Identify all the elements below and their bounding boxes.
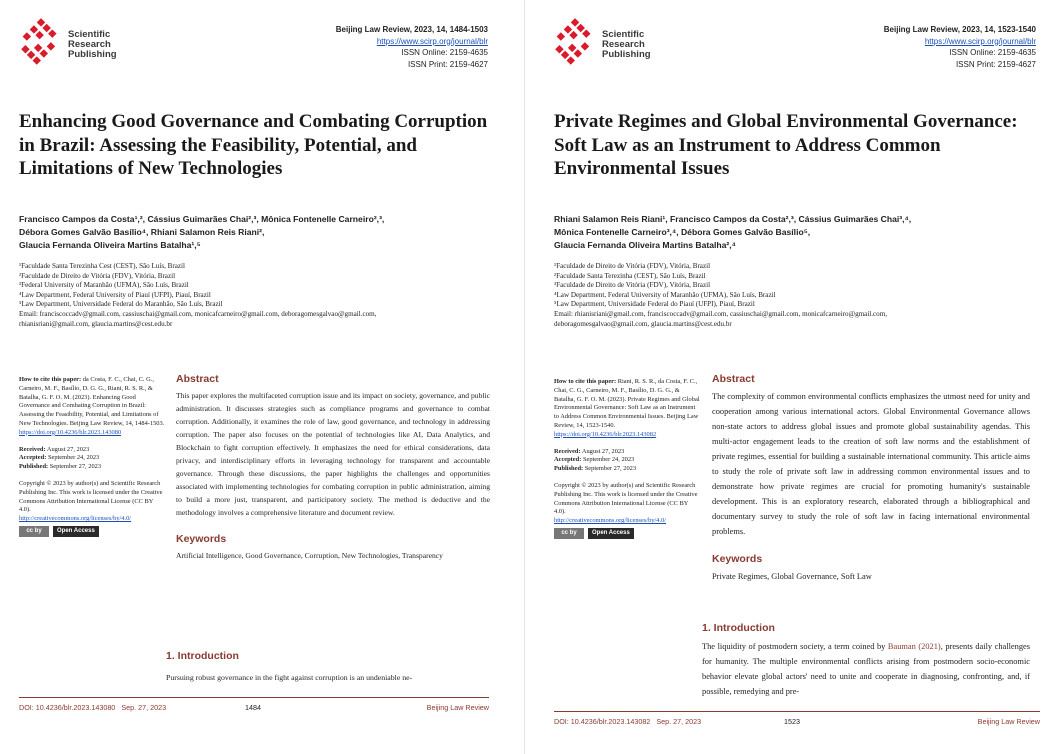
email-line: Email: rhianisriani@gmail.com, franciscoccadv@gmail.com, cassiuschai@gmail.com, monicafcarneiro@gmail.com, — [554, 309, 888, 318]
open-access-badge: Open Access — [53, 526, 99, 537]
issn-online: ISSN Online: 2159-4635 — [401, 48, 488, 57]
footer-doi: DOI: 10.4236/blr.2023.143080 — [19, 703, 116, 712]
publisher-name-line: Publishing — [68, 49, 117, 60]
publisher-logo — [556, 26, 651, 64]
doi-link[interactable]: https://doi.org/10.4236/blr.2023.143082 — [554, 430, 657, 438]
citation-sidebar — [554, 378, 700, 539]
email-line: rhianisriani@gmail.com, glaucia.martins@cest.edu.br — [19, 319, 173, 328]
cc-by-icon: cc by — [19, 526, 49, 537]
paper-title: Enhancing Good Governance and Combating Corruption in Brazil: Assessing the Feasibility, Potential, and Limitations of New Technologies — [19, 111, 488, 179]
author-line: Glaucia Fernanda Oliveira Martins Batalha¹,⁵ — [19, 240, 201, 250]
copyright-text: Copyright © 2023 by author(s) and Scientific Research Publishing Inc. This work is licensed under the Creative Commons Attribution International License (CC BY 4.0). — [554, 481, 698, 516]
author-line: Rhiani Salamon Reis Riani¹, Francisco Campos da Costa²,³, Cássius Guimarães Chai³,⁴, — [554, 214, 912, 224]
published-date: September 27, 2023 — [49, 463, 102, 471]
journal-reference: Beijing Law Review, 2023, 14, 1523-1540 — [883, 25, 1036, 34]
journal-info — [884, 24, 1036, 70]
abstract-text: This paper explores the multifaceted corruption issue and its impact on society, governance, and public administration. It discusses strategies such as compliance programs and governance to combat corruption. Additionally, it examines the role of law, good governance, and technology in addressing corruption. The paper also focuses on the potential of technologies like AI, Data Analytics, and Blockchain to fight corruption effectively. It emphasizes the need for ethical considerations, data privacy, and interdisciplinary efforts in leveraging technology for transparent and accountable governance. Through these discussions, the paper highlights the challenges and opportunities associated with implementing technologies for combating corruption in public administration, aiming to build a more just, transparent, and participatory society. The method is deductive and the methodology involves a comprehensive literature and document review. — [176, 391, 490, 517]
affiliations — [19, 262, 499, 329]
issn-online: ISSN Online: 2159-4635 — [949, 48, 1036, 57]
affiliation: ⁵Law Department, Universidade Federal do Maranhão, São Luís, Brazil — [19, 300, 223, 309]
journal-url-link[interactable]: https://www.scirp.org/journal/blr — [376, 36, 488, 46]
cite-text: Riani, R. S. R., da Costa, F. C., Chai, C. G., Carneiro, M. F., Basílio, D. G. G., & Batalha, G. F. O. M. (2023). Private Regimes and Global Environmental Governance: Soft Law as an Instrument to Address Common Environmental Issues. Beijing Law Review, 14, 1523-1540. — [554, 378, 700, 429]
introduction-heading: 1. Introduction — [166, 650, 239, 662]
author-line: Mônica Fontenelle Carneiro³,⁴, Débora Gomes Galvão Basílio⁵, — [554, 227, 811, 237]
published-label: Published: — [19, 463, 49, 471]
affiliation: ³Federal University of Maranhão (UFMA), São Luís, Brazil — [19, 281, 189, 290]
abstract-section — [176, 373, 490, 562]
published-label: Published: — [554, 465, 584, 473]
keywords-heading: Keywords — [176, 533, 227, 545]
open-access-badge: Open Access — [588, 528, 634, 539]
intro-text-part: , presents daily challenges for humanity. The multiple environmental conflicts arising from postmodern socio-economic behavior elevate global actors' need to unite and cooperate in diagnosing, confronting, and, if possible, remedying and pre- — [702, 642, 1030, 696]
footer-doi: DOI: 10.4236/blr.2023.143082 — [554, 717, 651, 726]
author-line: Débora Gomes Galvão Basílio⁴, Rhiani Salamon Reis Riani², — [19, 227, 265, 237]
introduction-heading: 1. Introduction — [702, 622, 775, 634]
copyright-text: Copyright © 2023 by author(s) and Scientific Research Publishing Inc. This work is licensed under the Creative Commons Attribution International License (CC BY 4.0). — [19, 479, 163, 514]
abstract-heading: Abstract — [176, 373, 219, 385]
footer-divider — [19, 697, 489, 698]
page-number: 1484 — [245, 703, 261, 712]
cite-label: How to cite this paper: — [19, 376, 82, 383]
paper-title: Private Regimes and Global Environmental Governance: Soft Law as an Instrument to Address Common Environmental Issues — [554, 111, 1018, 179]
publisher-name-line: Publishing — [602, 49, 651, 60]
accepted-date: September 24, 2023 — [582, 456, 635, 464]
accepted-label: Accepted: — [19, 454, 47, 462]
introduction-text: Pursuing robust governance in the fight against corruption is an undeniable ne- — [166, 673, 413, 682]
author-list — [554, 213, 1044, 252]
affiliation: ¹Faculdade de Direito de Vitória (FDV), Vitória, Brazil — [554, 262, 711, 270]
cite-label: How to cite this paper: — [554, 378, 617, 385]
accepted-label: Accepted: — [554, 456, 582, 464]
abstract-text: The complexity of common environmental conflicts emphasizes the utmost need for unity and cooperation among various international actors. Global Environmental Governance allows non-state actors to address global issues and promote global sustainability agendas. This multi-actor engagement leads to the creation of soft law norms and the establishment of private regimes, essential for building a sustainable international community. This article aims to study the role of private soft law in addressing common environmental issues and to demonstrate how private regimes are crucial for promoting humanity's sustainable development. This is an exploratory research, elaborated through a bibliographical and documentary survey to study the role of soft law in facing international environmental problems. — [712, 392, 1030, 536]
footer-journal: Beijing Law Review — [426, 703, 489, 712]
publisher-name-line: Research — [602, 39, 645, 50]
footer-date: Sep. 27, 2023 — [656, 717, 702, 726]
received-label: Received: — [19, 445, 46, 453]
email-line: Email: franciscoccadv@gmail.com, cassiuschai@gmail.com, monicafcarneiro@gmail.com, deboragomesgalvao@gmail.com, — [19, 309, 377, 318]
accepted-date: September 24, 2023 — [47, 454, 100, 462]
citation-sidebar — [19, 376, 165, 537]
affiliation: ⁴Law Department, Federal University of Piauí (UFPI), Piauí, Brazil — [19, 290, 211, 299]
received-date: August 27, 2023 — [581, 447, 625, 455]
abstract-heading: Abstract — [712, 373, 755, 385]
page-divider — [524, 0, 525, 754]
journal-reference: Beijing Law Review, 2023, 14, 1484-1503 — [335, 25, 488, 34]
citation-link[interactable]: Bauman (2021) — [887, 642, 941, 651]
paper-page-1 — [0, 0, 520, 754]
introduction-text — [702, 639, 1030, 699]
publisher-logo — [22, 26, 117, 64]
keywords-heading: Keywords — [712, 553, 763, 565]
author-line: Francisco Campos da Costa¹,², Cássius Guimarães Chai²,³, Mônica Fontenelle Carneiro²,³, — [19, 214, 385, 224]
journal-url-link[interactable]: https://www.scirp.org/journal/blr — [924, 36, 1036, 46]
affiliations — [554, 262, 1034, 329]
intro-text-part: The liquidity of postmodern society, a term coined by — [702, 642, 888, 651]
affiliation: ⁴Law Department, Federal University of Maranhão (UFMA), São Luís, Brazil — [554, 290, 776, 299]
received-date: August 27, 2023 — [46, 445, 90, 453]
license-link[interactable]: http://creativecommons.org/licenses/by/4.0/ — [554, 517, 667, 525]
author-line: Glaucia Fernanda Oliveira Martins Batalha²,⁴ — [554, 240, 736, 250]
issn-print: ISSN Print: 2159-4627 — [955, 59, 1036, 69]
affiliation: ⁵Law Department, Universidade Federal do Piauí (UFPI), Piauí, Brazil — [554, 300, 755, 309]
page-number: 1523 — [784, 717, 800, 726]
author-list — [19, 213, 509, 252]
scirp-logo-icon — [14, 18, 68, 72]
license-link[interactable]: http://creativecommons.org/licenses/by/4.0/ — [19, 515, 132, 523]
received-label: Received: — [554, 447, 581, 455]
abstract-section — [712, 373, 1030, 584]
affiliation: ²Faculdade Santa Terezinha (CEST), São Luís, Brazil — [554, 271, 706, 280]
scirp-logo-icon — [548, 18, 602, 72]
affiliation: ³Faculdade de Direito de Vitória (FDV), Vitória, Brazil — [554, 281, 711, 290]
journal-info — [336, 24, 488, 70]
affiliation: ¹Faculdade Santa Terezinha Cest (CEST), São Luís, Brazil — [19, 262, 185, 270]
issn-print: ISSN Print: 2159-4627 — [407, 59, 488, 69]
keywords-text: Artificial Intelligence, Good Governance, Corruption, New Technologies, Transparency — [176, 551, 443, 560]
doi-link[interactable]: https://doi.org/10.4236/blr.2023.143080 — [19, 428, 122, 436]
cc-by-icon: cc by — [554, 528, 584, 539]
footer-date: Sep. 27, 2023 — [121, 703, 167, 712]
publisher-name-line: Research — [68, 39, 111, 50]
publisher-name-line: Scientific — [602, 29, 645, 40]
footer-divider — [554, 711, 1040, 712]
paper-page-2 — [530, 0, 1050, 754]
footer-journal: Beijing Law Review — [977, 717, 1040, 726]
keywords-text: Private Regimes, Global Governance, Soft Law — [712, 572, 872, 581]
published-date: September 27, 2023 — [584, 465, 637, 473]
affiliation: ²Faculdade de Direito de Vitória (FDV), Vitória, Brazil — [19, 271, 176, 280]
cite-text: da Costa, F. C., Chai, C. G., Carneiro, M. F., Basílio, D. G. G., Riani, R. S. R., & Batalha, G. F. O. M. (2023). Enhancing Good Governance and Combating Corruption in Brazil: Assessing the Feasibility, Potential, and Limitations of New Technologies. Beijing Law Review, 14, 1484-1503. — [19, 376, 165, 427]
publisher-name-line: Scientific — [68, 29, 111, 40]
email-line: deboragomesgalvao@gmail.com, glaucia.martins@cest.edu.br — [554, 319, 732, 328]
